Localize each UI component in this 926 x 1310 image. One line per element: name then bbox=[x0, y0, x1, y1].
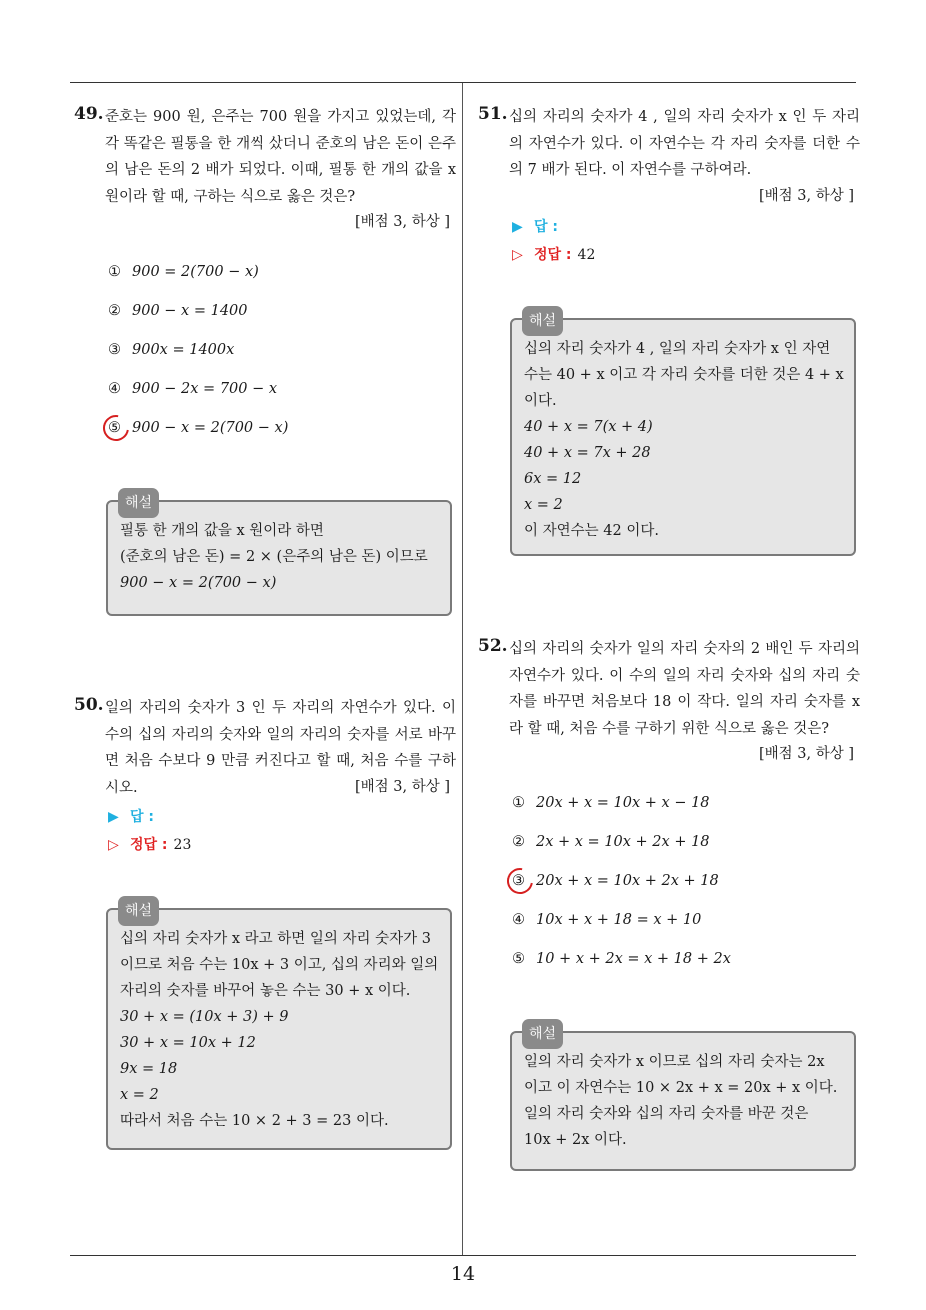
question-49 bbox=[74, 104, 456, 234]
solution-tag: 해설 bbox=[118, 488, 159, 518]
solution-box-51: 해설 십의 자리 숫자가 4 , 일의 자리 숫자가 x 인 자연 수는 40 + x 이고 각 자리 숫자를 더한 것은 4 + x 이다. 40 + x = 7(x + 4) 40 + x = 7x + 28 6x = 12 x = 2 이 자연수는 42 이다. bbox=[510, 318, 856, 556]
solution-box-50: 해설 십의 자리 숫자가 x 라고 하면 일의 자리 숫자가 3 이므로 처음 수는 10x + 3 이고, 십의 자리와 일의 자리의 숫자를 바꾸어 놓은 수는 30 + x 이다. 30 + x = (10x + 3) + 9 30 + x = 10x + 12 9x = 18 x = 2 따라서 처음 수는 10 × 2 + 3 = 23 이다. bbox=[106, 908, 452, 1150]
choice-3-correct[interactable]: ③ 20x + x = 10x + 2x + 18 bbox=[512, 873, 719, 889]
choice-5[interactable]: ⑤ 10 + x + 2x = x + 18 + 2x bbox=[512, 951, 731, 967]
solution-box-52: 해설 일의 자리 숫자가 x 이므로 십의 자리 숫자는 2x 이고 이 자연수는 10 × 2x + x = 20x + x 이다. 일의 자리 숫자와 십의 자리 숫자를 바꾼 것은 10x + 2x 이다. bbox=[510, 1031, 856, 1171]
answer-circle-mark bbox=[502, 863, 538, 899]
play-arrow-icon: ▶ bbox=[512, 219, 523, 235]
bottom-rule bbox=[70, 1255, 856, 1256]
question-number: 50. bbox=[74, 695, 104, 715]
choice-4[interactable]: ④ 900 − 2x = 700 − x bbox=[108, 381, 278, 397]
score-label: [배점 3, 하상 ] bbox=[354, 214, 450, 230]
question-51 bbox=[478, 104, 860, 208]
question-50 bbox=[74, 695, 456, 799]
answer-input-line[interactable]: ▶ 답 : bbox=[512, 219, 558, 235]
solution-tag: 해설 bbox=[522, 1019, 563, 1049]
correct-answer-line: ▷ 정답 : 42 bbox=[512, 247, 596, 263]
question-number: 52. bbox=[478, 636, 508, 656]
question-text: 십의 자리의 숫자가 4 , 일의 자리 숫자가 x 인 두 자리의 자연수가 있다. 이 자연수는 각 자리 숫자를 더한 수의 7 배가 된다. 이 자연수를 구하여라. bbox=[509, 109, 860, 178]
correct-answer-line: ▷ 정답 : 23 bbox=[108, 837, 192, 853]
score-label: [배점 3, 하상 ] bbox=[758, 746, 854, 762]
solution-box-49: 해설 필통 한 개의 값을 x 원이라 하면 (준호의 남은 돈) = 2 × (은주의 남은 돈) 이므로 900 − x = 2(700 − x) bbox=[106, 500, 452, 616]
score-label: [배점 3, 하상 ] bbox=[354, 779, 450, 795]
choice-2[interactable]: ② 900 − x = 1400 bbox=[108, 303, 248, 319]
answer-circle-mark bbox=[98, 410, 134, 446]
question-number: 49. bbox=[74, 104, 104, 124]
top-rule bbox=[70, 82, 856, 83]
answer-value: 42 bbox=[577, 247, 596, 263]
choice-2[interactable]: ② 2x + x = 10x + 2x + 18 bbox=[512, 834, 710, 850]
solution-tag: 해설 bbox=[118, 896, 159, 926]
outline-arrow-icon: ▷ bbox=[512, 247, 523, 263]
play-arrow-icon: ▶ bbox=[108, 809, 119, 825]
choice-1[interactable]: ① 20x + x = 10x + x − 18 bbox=[512, 795, 710, 811]
question-number: 51. bbox=[478, 104, 508, 124]
choice-5-correct[interactable]: ⑤ 900 − x = 2(700 − x) bbox=[108, 420, 288, 436]
score-label: [배점 3, 하상 ] bbox=[758, 187, 854, 204]
outline-arrow-icon: ▷ bbox=[108, 837, 119, 853]
question-text: 십의 자리의 숫자가 일의 자리 숫자의 2 배인 두 자리의 자연수가 있다. 이 수의 일의 자리 숫자와 십의 자리 숫자를 바꾸면 처음보다 18 이 작다. 일의 자리 숫자를 x 라 할 때, 처음 수를 구하기 위한 식으로 옳은 것은? bbox=[509, 641, 860, 737]
page-number: 14 bbox=[450, 1263, 476, 1285]
answer-input-line[interactable]: ▶ 답 : bbox=[108, 809, 154, 825]
answer-value: 23 bbox=[173, 837, 192, 853]
choice-3[interactable]: ③ 900x = 1400x bbox=[108, 342, 235, 358]
question-text: 준호는 900 원, 은주는 700 원을 가지고 있었는데, 각각 똑같은 필통을 한 개씩 샀더니 준호의 남은 돈이 은주의 남은 돈의 2 배가 되었다. 이때, 필통 한 개의 값을 x 원이라 할 때, 구하는 식으로 옳은 것은? bbox=[105, 109, 456, 205]
choice-1[interactable]: ① 900 = 2(700 − x) bbox=[108, 264, 259, 280]
choice-4[interactable]: ④ 10x + x + 18 = x + 10 bbox=[512, 912, 702, 928]
question-52 bbox=[478, 636, 860, 766]
solution-tag: 해설 bbox=[522, 306, 563, 336]
question-text: 일의 자리의 숫자가 3 인 두 자리의 자연수가 있다. 이 수의 십의 자리의 숫자와 일의 자리의 숫자를 서로 바꾸면 처음 수보다 9 만큼 커진다고 할 때, 처음 수를 구하시오. bbox=[105, 700, 456, 796]
column-divider bbox=[462, 83, 463, 1255]
